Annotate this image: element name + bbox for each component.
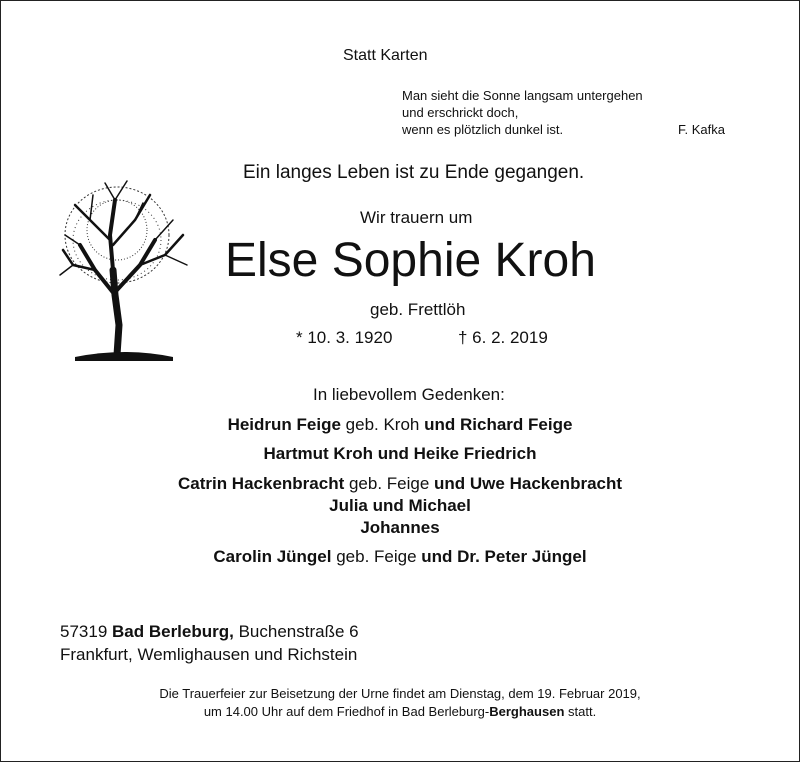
family-name: Heidrun Feige [227, 415, 341, 434]
funeral-place: Berghausen [489, 704, 565, 719]
quote-line-1: Man sieht die Sonne langsam untergehen [402, 88, 643, 103]
funeral-text-end: statt. [564, 704, 597, 719]
family-line-4: Julia und Michael [329, 496, 471, 515]
family-line-5: Johannes [360, 518, 440, 537]
family-line-6 [0, 547, 800, 567]
death-date: † 6. 2. 2019 [458, 328, 548, 347]
quote-line-2: und erschrickt doch, [402, 105, 519, 120]
family-line-3 [0, 474, 800, 494]
address-line-2: Frankfurt, Wemlighausen und Richstein [60, 645, 358, 664]
address-plz: 57319 [60, 622, 112, 641]
address-line-1 [60, 622, 359, 642]
family-partner: und Richard Feige [424, 415, 573, 434]
funeral-text: um 14.00 Uhr auf dem Friedhof in Bad Berleburg- [203, 704, 490, 719]
funeral-line-2 [0, 704, 800, 719]
family-name: Carolin Jüngel [213, 547, 332, 566]
quote-line-3: wenn es plötzlich dunkel ist. [402, 122, 564, 137]
family-nee: geb. Kroh [340, 415, 425, 434]
family-name: Catrin Hackenbracht [177, 474, 345, 493]
quote-author: F. Kafka [678, 122, 725, 137]
funeral-line-1: Die Trauerfeier zur Beisetzung der Urne findet am Dienstag, dem 19. Februar 2019, [159, 686, 641, 701]
address-street: Buchenstraße 6 [233, 622, 359, 641]
intro-text: Ein langes Leben ist zu Ende gegangen. [243, 162, 585, 183]
memory-heading: In liebevollem Gedenken: [313, 385, 505, 404]
mourn-text: Wir trauern um [360, 208, 473, 227]
family-partner: und Dr. Peter Jüngel [421, 547, 587, 566]
birth-date: * 10. 3. 1920 [296, 328, 393, 347]
family-partner: und Uwe Hackenbracht [434, 474, 623, 493]
statt-karten: Statt Karten [343, 47, 428, 64]
family-line-1 [0, 415, 800, 435]
family-nee: geb. Feige [331, 547, 422, 566]
birth-name: geb. Frettlöh [370, 300, 466, 319]
family-nee: geb. Feige [344, 474, 435, 493]
deceased-name: Else Sophie Kroh [225, 234, 596, 287]
family-line-2: Hartmut Kroh und Heike Friedrich [263, 444, 537, 463]
address-city: Bad Berleburg, [112, 622, 234, 641]
tree-icon [55, 175, 195, 365]
